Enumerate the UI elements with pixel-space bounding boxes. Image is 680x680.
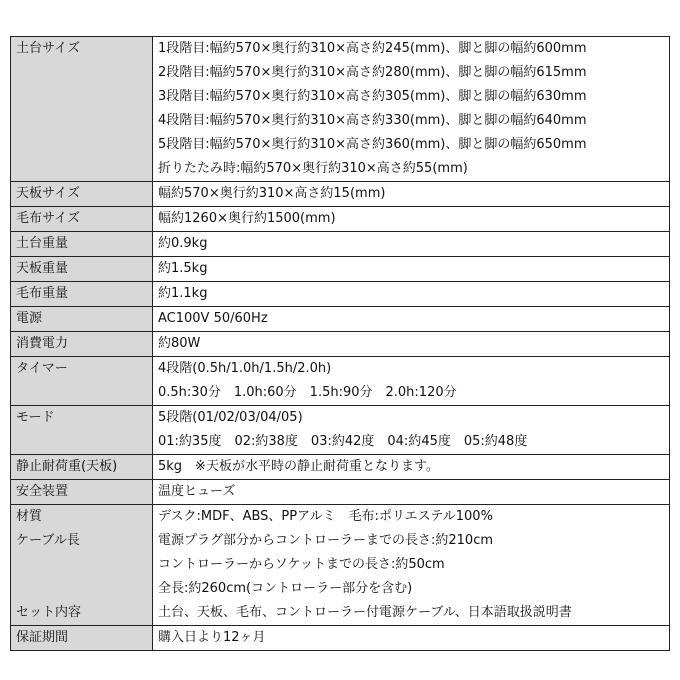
- spec-value-cell: [153, 455, 670, 480]
- spec-value-line: 折りたたみ時:幅約570×奥行約310×高さ約55(mm): [158, 161, 468, 176]
- spec-value-cell: [153, 232, 670, 257]
- spec-label-cell: [11, 357, 153, 406]
- spec-row: [11, 505, 670, 626]
- spec-label-cell: [11, 182, 153, 207]
- spec-value-line: 0.5h:30分 1.0h:60分 1.5h:90分 2.0h:120分: [158, 385, 457, 400]
- spec-label: 安全装置: [16, 484, 69, 499]
- spec-row: [11, 357, 670, 406]
- spec-label: 電源: [16, 311, 43, 326]
- spec-label-cell: [11, 332, 153, 357]
- spec-label: 天板重量: [16, 261, 69, 276]
- spec-value-cell: [153, 406, 670, 455]
- spec-label-cell: [11, 207, 153, 232]
- label-spacer: [16, 157, 152, 181]
- spec-value-line: 幅約1260×奥行約1500(mm): [158, 211, 336, 226]
- spec-value-cell: [153, 37, 670, 182]
- spec-row: [11, 182, 670, 207]
- spec-value-line: 5段階目:幅約570×奥行約310×高さ約360(mm)、脚と脚の幅約650mm: [158, 137, 587, 152]
- spec-label-cell: [11, 626, 153, 651]
- spec-row: [11, 307, 670, 332]
- spec-value-line: 3段階目:幅約570×奥行約310×高さ約305(mm)、脚と脚の幅約630mm: [158, 89, 587, 104]
- spec-row: [11, 207, 670, 232]
- spec-value-cell: [153, 257, 670, 282]
- spec-value-line: 土台、天板、毛布、コントローラー付電源ケーブル、日本語取扱説明書: [158, 605, 572, 620]
- spec-row: [11, 282, 670, 307]
- spec-label: タイマー: [16, 361, 68, 376]
- spec-value-line: 温度ヒューズ: [158, 484, 236, 499]
- spec-label: 保証期間: [16, 630, 69, 645]
- spec-value-line: 約1.1kg: [158, 286, 208, 301]
- spec-value-line: 全長:約260cm(コントローラー部分を含む): [158, 581, 413, 596]
- spec-value-cell: [153, 357, 670, 406]
- spec-label: 消費電力: [16, 336, 69, 351]
- spec-value-cell: [153, 505, 670, 626]
- spec-row: [11, 232, 670, 257]
- spec-value-cell: [153, 480, 670, 505]
- spec-label: 毛布サイズ: [16, 211, 80, 226]
- spec-value-line: 電源プラグ部分からコントローラーまでの長さ:約210cm: [158, 533, 494, 548]
- spec-label-cell: [11, 232, 153, 257]
- spec-value-line: 約1.5kg: [158, 261, 208, 276]
- spec-value-line: 5kg ※天板が水平時の静止耐荷重となります。: [158, 459, 439, 474]
- spec-value-cell: [153, 207, 670, 232]
- spec-value-line: 約80W: [158, 336, 201, 351]
- spec-value-cell: [153, 282, 670, 307]
- spec-value-cell: [153, 626, 670, 651]
- spec-value-cell: [153, 182, 670, 207]
- label-spacer: [16, 577, 152, 601]
- spec-value-line: 1段階目:幅約570×奥行約310×高さ約245(mm)、脚と脚の幅約600mm: [158, 41, 587, 56]
- spec-value-line: 01:約35度 02:約38度 03:約42度 04:約45度 05:約48度: [158, 434, 528, 449]
- spec-table-body: [11, 37, 670, 651]
- spec-row: [11, 406, 670, 455]
- spec-label: 毛布重量: [16, 286, 69, 301]
- spec-label: 天板サイズ: [16, 186, 80, 201]
- spec-table: [10, 36, 670, 651]
- spec-value-line: 4段階(0.5h/1.0h/1.5h/2.0h): [158, 361, 332, 376]
- spec-label-cell: [11, 406, 153, 455]
- spec-row: [11, 257, 670, 282]
- spec-label: モード: [16, 410, 55, 425]
- label-spacer: [16, 381, 152, 405]
- spec-label-cell: [11, 480, 153, 505]
- spec-label-cell: [11, 505, 153, 626]
- spec-label-cell: [11, 37, 153, 182]
- spec-value-cell: [153, 307, 670, 332]
- spec-value-line: AC100V 50/60Hz: [158, 311, 268, 326]
- spec-value-line: 4段階目:幅約570×奥行約310×高さ約330(mm)、脚と脚の幅約640mm: [158, 113, 587, 128]
- spec-label-cell: [11, 307, 153, 332]
- spec-label-cell: [11, 455, 153, 480]
- spec-row: [11, 332, 670, 357]
- spec-label: 土台サイズ: [16, 41, 80, 56]
- spec-label-cell: [11, 282, 153, 307]
- spec-value-line: コントローラーからソケットまでの長さ:約50cm: [158, 557, 445, 572]
- spec-value-line: 幅約570×奥行約310×高さ約15(mm): [158, 186, 386, 201]
- spec-row: [11, 455, 670, 480]
- label-spacer: [16, 133, 152, 157]
- spec-row: [11, 37, 670, 182]
- spec-value-line: 5段階(01/02/03/04/05): [158, 410, 303, 425]
- spec-value-line: 購入日より12ヶ月: [158, 630, 266, 645]
- label-spacer: [16, 109, 152, 133]
- spec-label: セット内容: [16, 605, 82, 620]
- spec-value-line: 約0.9kg: [158, 236, 208, 251]
- spec-value-cell: [153, 332, 670, 357]
- spec-label: ケーブル長: [16, 533, 80, 548]
- spec-value-line: デスク:MDF、ABS、PPアルミ 毛布:ポリエステル100%: [158, 509, 493, 524]
- spec-row: [11, 626, 670, 651]
- label-spacer: [16, 85, 152, 109]
- spec-label-cell: [11, 257, 153, 282]
- label-spacer: [16, 430, 152, 454]
- label-spacer: [16, 553, 152, 577]
- spec-label: 静止耐荷重(天板): [16, 459, 118, 474]
- label-spacer: [16, 61, 152, 85]
- spec-label: 土台重量: [16, 236, 69, 251]
- spec-value-line: 2段階目:幅約570×奥行約310×高さ約280(mm)、脚と脚の幅約615mm: [158, 65, 587, 80]
- spec-row: [11, 480, 670, 505]
- spec-label: 材質: [16, 509, 43, 524]
